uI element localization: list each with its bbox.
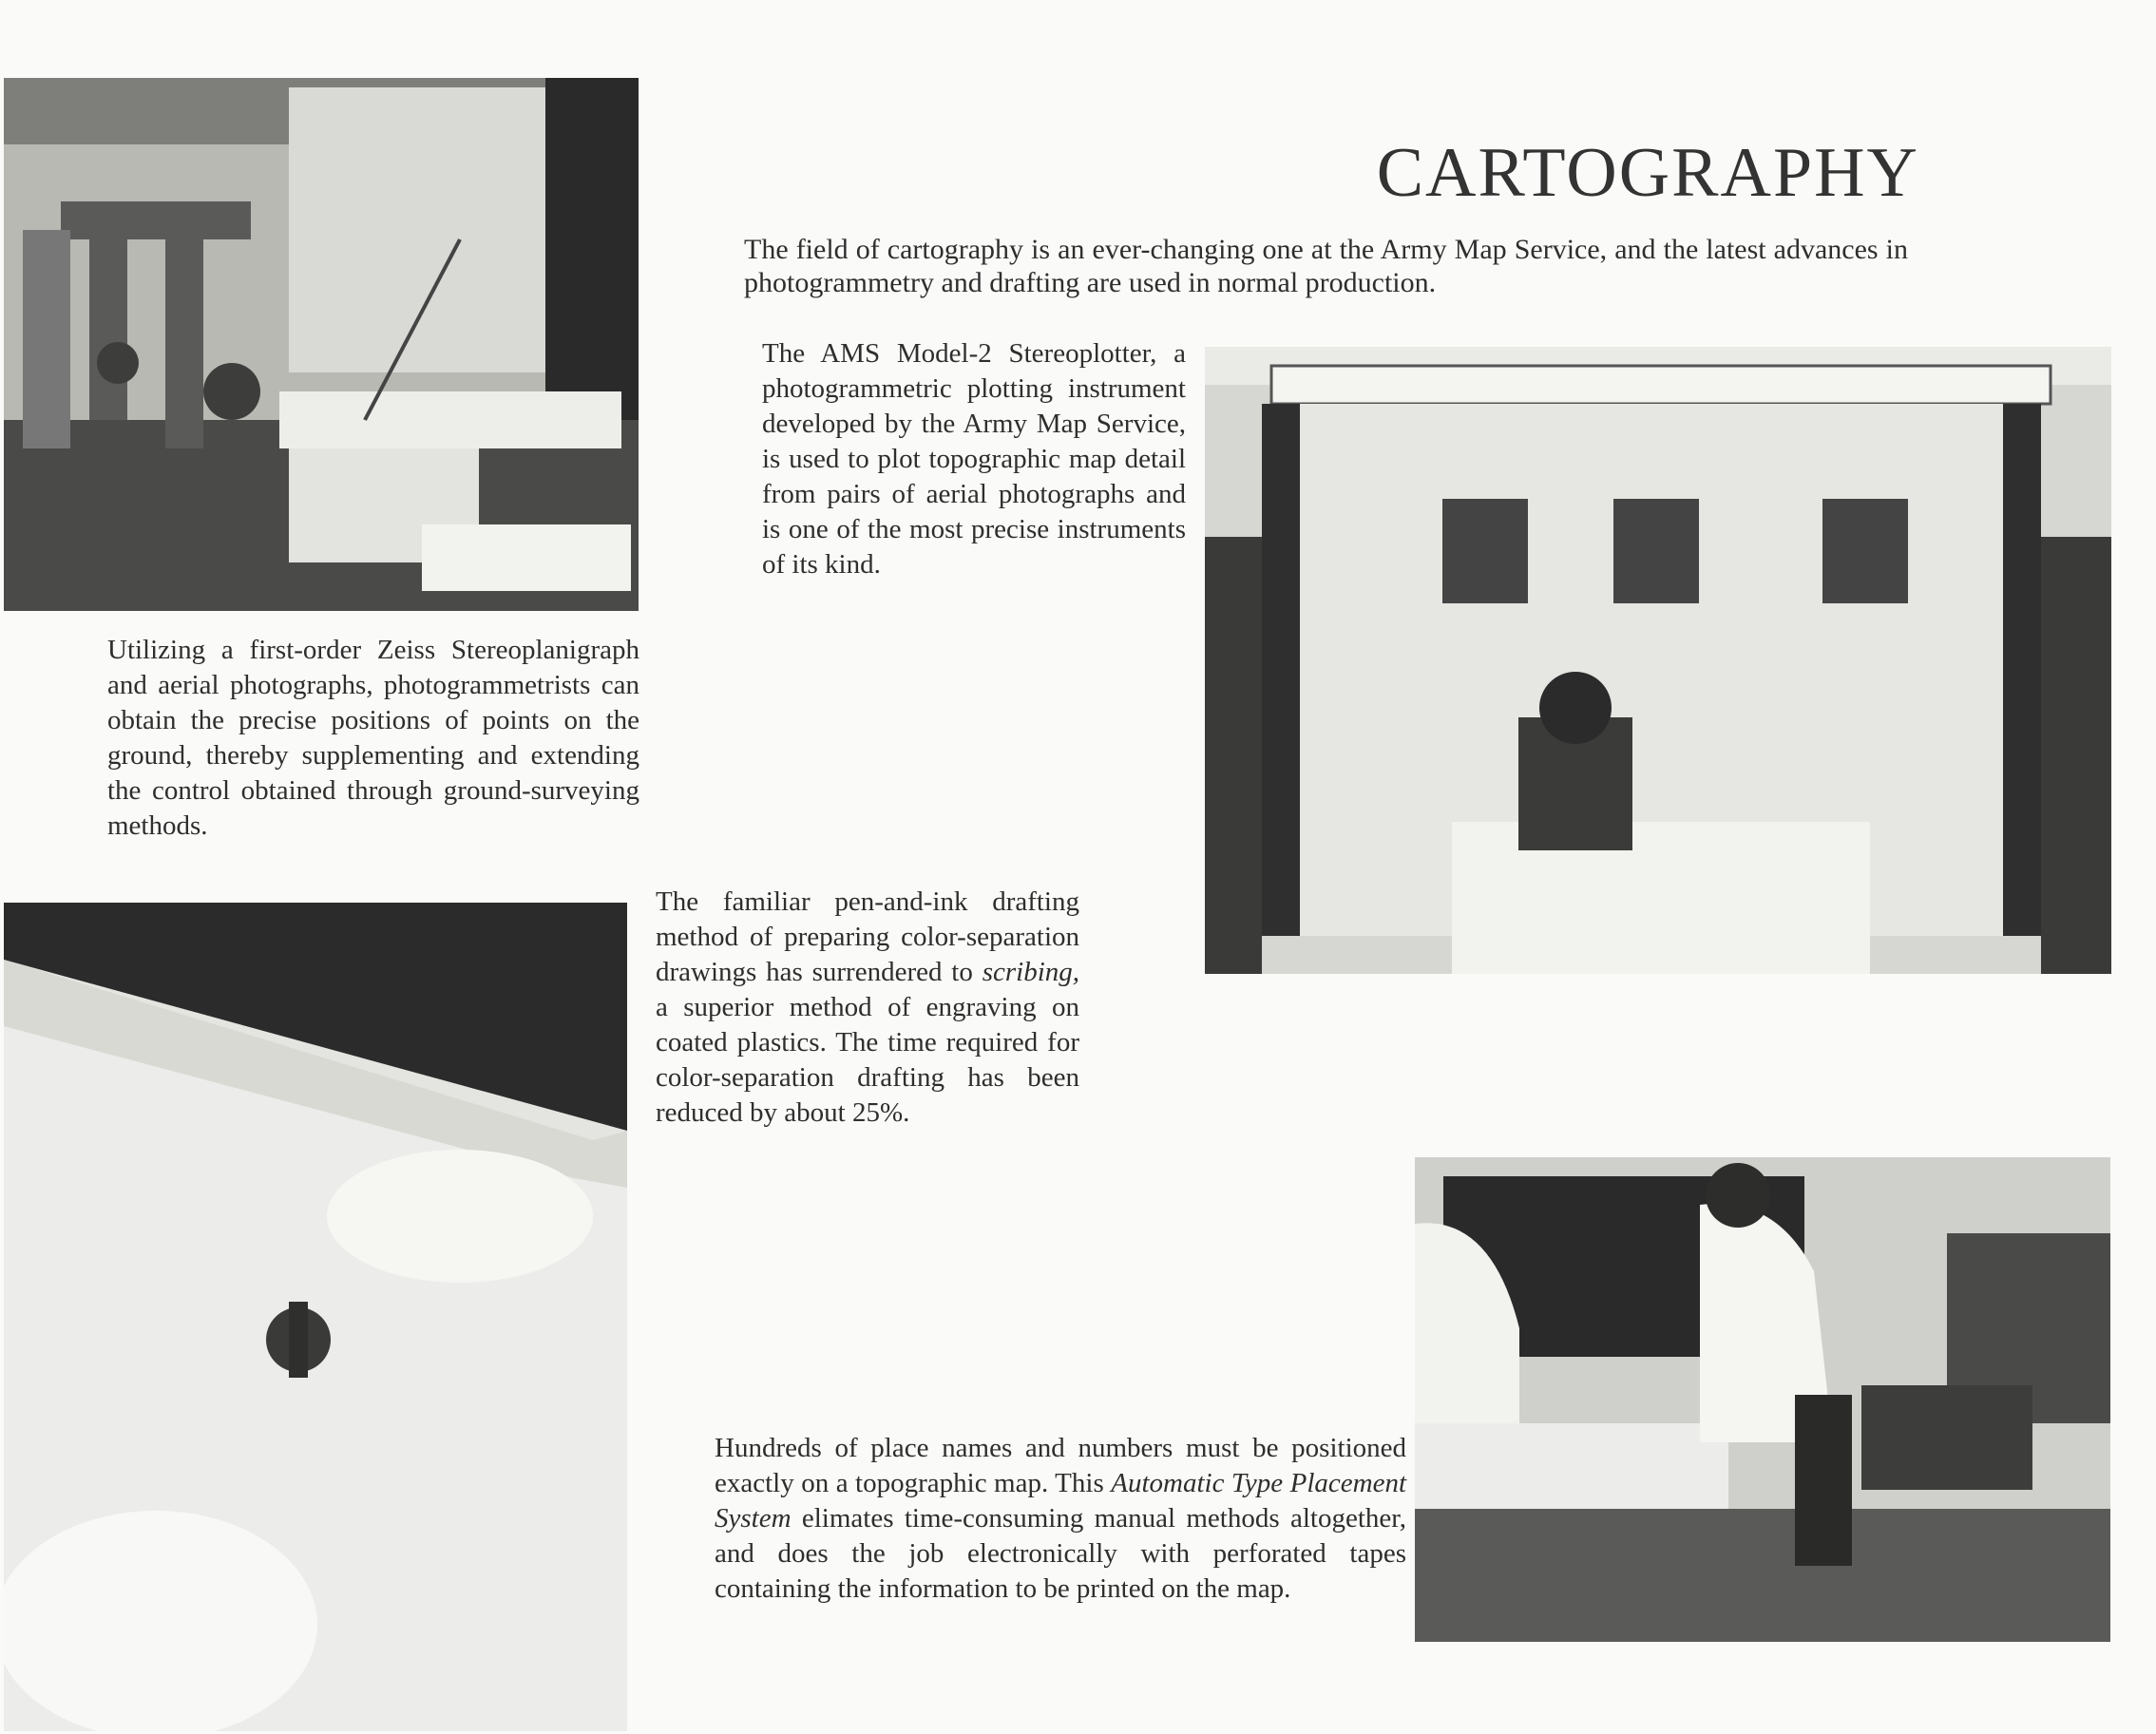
- caption-scribing-emphasis: scribing,: [982, 957, 1079, 987]
- caption-scribing-text-1: The familiar pen-and-ink drafting method of preparing color-separation drawings has surrendered to: [656, 886, 1079, 987]
- photo-scribing: [4, 903, 627, 1731]
- caption-type-placement-text-2: elimates time-consuming manual methods altogether, and does the job electronically with perforated tapes containing the information to be printed on the map.: [715, 1503, 1406, 1604]
- caption-type-placement-text-1: Hundreds of place names and numbers must be positioned exactly on a topographic map. This: [715, 1433, 1406, 1498]
- photo-zeiss-stereoplanigraph: [4, 78, 639, 611]
- caption-scribing-text-2: a superior method of engraving on coated plastics. The time required for color-separation drafting has been reduced by about 25%.: [656, 992, 1079, 1128]
- caption-type-placement-emphasis: Automatic Type Placement System: [715, 1468, 1407, 1534]
- caption-stereoplotter: The AMS Model-2 Stereoplotter, a photogrammetric plotting instrument developed by the Army Map Service, is used to plot topographic map detail from pairs of aerial photographs and is one of the most precise instruments of its kind.: [762, 338, 1186, 580]
- caption-type-placement: [715, 1431, 1406, 1607]
- photo-stereoplotter: [1205, 347, 2111, 974]
- photo-type-placement-system: [1415, 1157, 2110, 1642]
- page-title: CARTOGRAPHY: [1376, 134, 1919, 212]
- intro-paragraph: The field of cartography is an ever-changing one at the Army Map Service, and the latest advances in photogrammetry and drafting are used in normal production.: [744, 234, 1908, 298]
- caption-zeiss: Utilizing a first-order Zeiss Stereoplanigraph and aerial photographs, photogrammetrists can obtain the precise positions of points on the ground, thereby supplementing and extending the control obtained through ground-surveying methods.: [107, 635, 639, 841]
- caption-scribing: [656, 885, 1079, 1131]
